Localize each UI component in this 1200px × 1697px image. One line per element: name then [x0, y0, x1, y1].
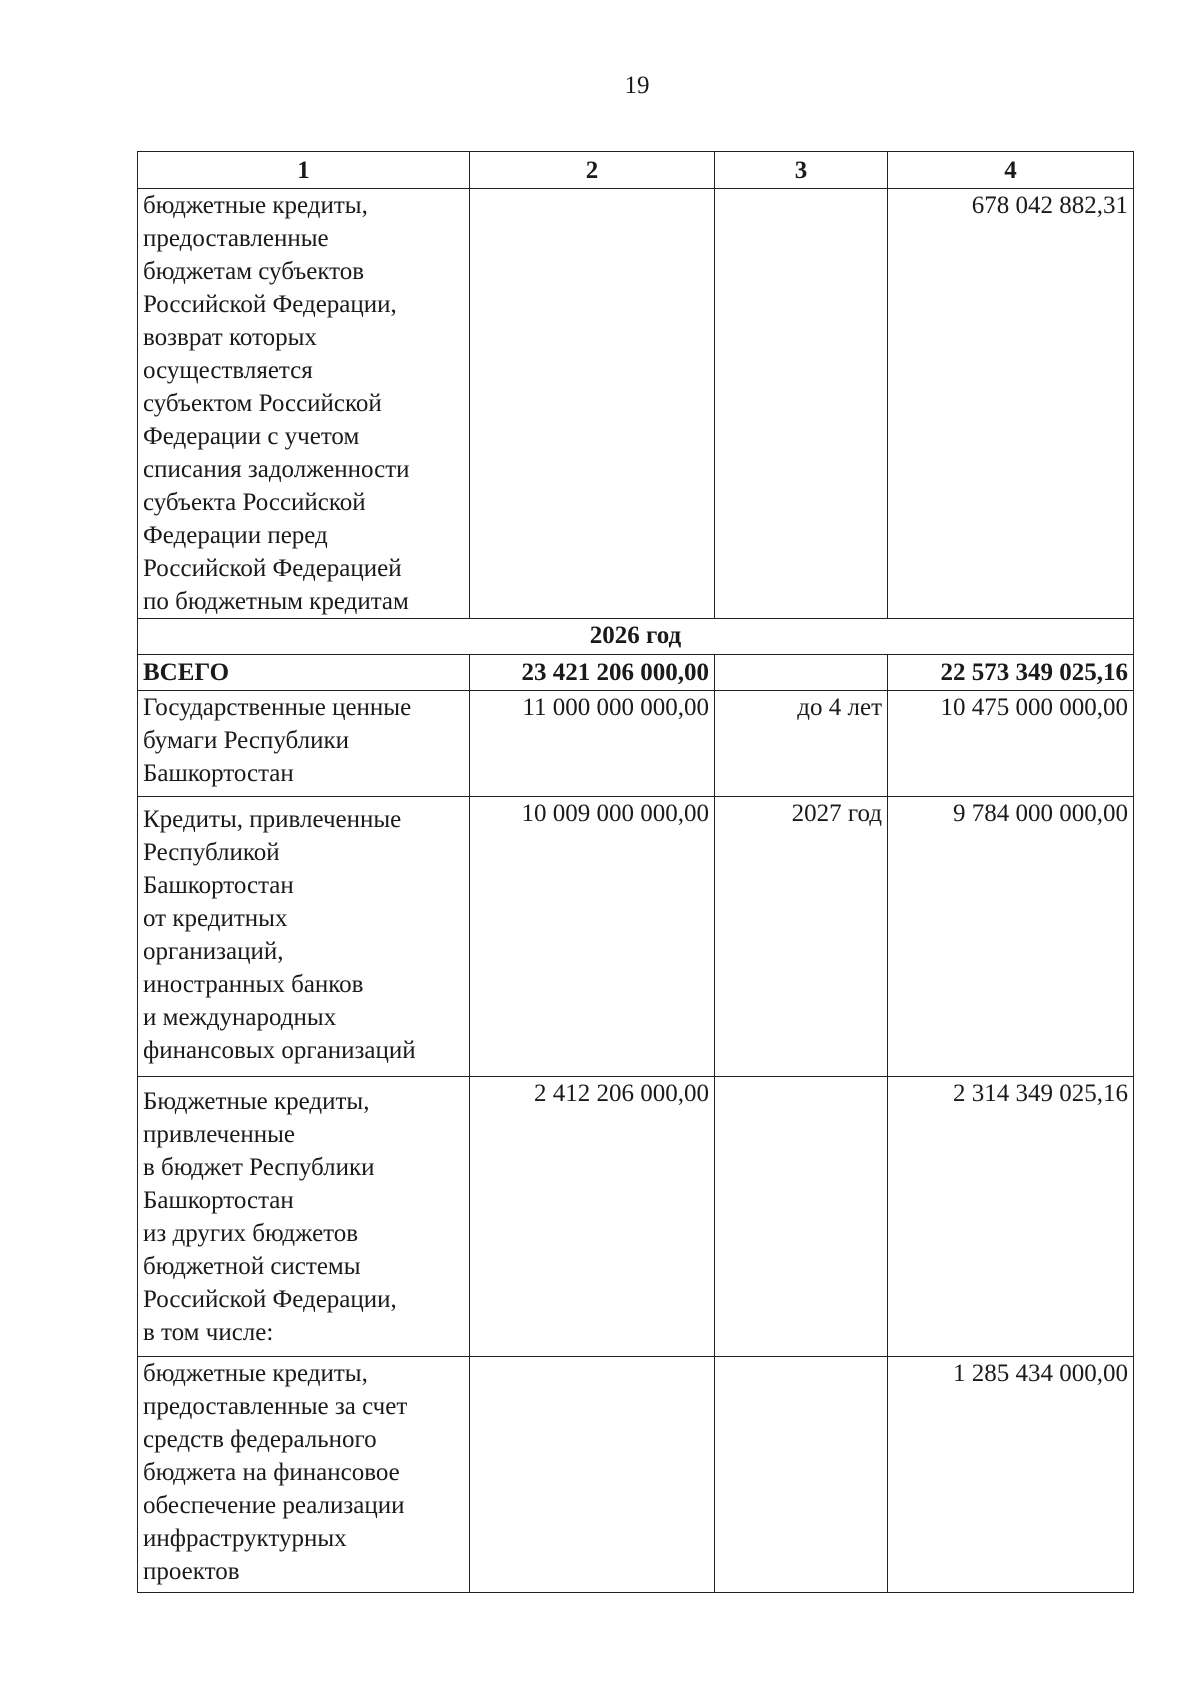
- description-line: Российской Федерации,: [143, 291, 397, 318]
- description-line: обеспечение реализации: [143, 1492, 405, 1519]
- description-line: и международных: [143, 1004, 337, 1031]
- description-line: предоставленные за счет: [143, 1393, 408, 1420]
- description-line: привлеченные: [143, 1121, 296, 1148]
- budget-borrowing-table: [137, 151, 1134, 1593]
- description-line: в том числе:: [143, 1319, 274, 1346]
- term-cell: до 4 лет: [715, 691, 888, 797]
- description-line: Государственные ценные: [143, 694, 412, 721]
- description-line: бюджетам субъектов: [143, 258, 365, 285]
- description-line: проектов: [143, 1558, 240, 1585]
- term-cell: 2027 год: [715, 797, 888, 1077]
- description-line: субъекта Российской: [143, 489, 366, 516]
- description-line: возврат которых: [143, 324, 317, 351]
- row-description: [138, 1077, 470, 1357]
- description-line: осуществляется: [143, 357, 313, 384]
- description-line: субъектом Российской: [143, 390, 382, 417]
- description-line: Башкортостан: [143, 872, 294, 899]
- table-row: [138, 797, 1134, 1077]
- total-amount-cell: 22 573 349 025,16: [888, 655, 1134, 691]
- description-line: Федерации с учетом: [143, 423, 360, 450]
- description-line: иностранных банков: [143, 971, 364, 998]
- description-line: бумаги Республики: [143, 727, 349, 754]
- column-header-1: 1: [138, 152, 470, 189]
- table-row: [138, 691, 1134, 797]
- term-cell: [715, 189, 888, 619]
- description-line: Башкортостан: [143, 1187, 294, 1214]
- term-cell: [715, 1077, 888, 1357]
- description-line: организаций,: [143, 938, 284, 965]
- total-label: ВСЕГО: [138, 655, 470, 691]
- row-description: [138, 1357, 470, 1593]
- row-description: [138, 797, 470, 1077]
- amount-cell: 1 285 434 000,00: [888, 1357, 1134, 1593]
- term-cell: [715, 655, 888, 691]
- description-line: финансовых организаций: [143, 1037, 416, 1064]
- description-line: Российской Федерации,: [143, 1286, 397, 1313]
- table-row: [138, 189, 1134, 619]
- amount-cell: 10 009 000 000,00: [470, 797, 715, 1077]
- amount-cell: 2 314 349 025,16: [888, 1077, 1134, 1357]
- column-header-3: 3: [715, 152, 888, 189]
- description-line: бюджетные кредиты,: [143, 192, 368, 219]
- description-line: из других бюджетов: [143, 1220, 359, 1247]
- description-line: Российской Федерацией: [143, 555, 402, 582]
- table-header-row: [138, 152, 1134, 189]
- total-row: [138, 655, 1134, 691]
- amount-cell: 11 000 000 000,00: [470, 691, 715, 797]
- amount-cell: [470, 189, 715, 619]
- description-line: инфраструктурных: [143, 1525, 347, 1552]
- column-header-4: 4: [888, 152, 1134, 189]
- description-line: средств федерального: [143, 1426, 377, 1453]
- total-amount-cell: 23 421 206 000,00: [470, 655, 715, 691]
- description-line: Башкортостан: [143, 760, 294, 787]
- amount-cell: 678 042 882,31: [888, 189, 1134, 619]
- description-line: предоставленные: [143, 225, 329, 252]
- amount-cell: 9 784 000 000,00: [888, 797, 1134, 1077]
- description-line: в бюджет Республики: [143, 1154, 375, 1181]
- amount-cell: 10 475 000 000,00: [888, 691, 1134, 797]
- row-description: [138, 189, 470, 619]
- amount-cell: [470, 1357, 715, 1593]
- page-number: 19: [624, 72, 650, 99]
- section-row: [138, 619, 1134, 655]
- description-line: бюджетные кредиты,: [143, 1360, 368, 1387]
- description-line: бюджета на финансовое: [143, 1459, 400, 1486]
- description-line: по бюджетным кредитам: [143, 588, 409, 615]
- description-line: от кредитных: [143, 905, 288, 932]
- section-title: 2026 год: [138, 619, 1134, 655]
- description-line: Кредиты, привлеченные: [143, 806, 402, 833]
- column-header-2: 2: [470, 152, 715, 189]
- description-line: Федерации перед: [143, 522, 328, 549]
- table-row: [138, 1077, 1134, 1357]
- description-line: Республикой: [143, 839, 280, 866]
- term-cell: [715, 1357, 888, 1593]
- table-row: [138, 1357, 1134, 1593]
- description-line: списания задолженности: [143, 456, 410, 483]
- amount-cell: 2 412 206 000,00: [470, 1077, 715, 1357]
- description-line: бюджетной системы: [143, 1253, 361, 1280]
- row-description: [138, 691, 470, 797]
- description-line: Бюджетные кредиты,: [143, 1088, 370, 1115]
